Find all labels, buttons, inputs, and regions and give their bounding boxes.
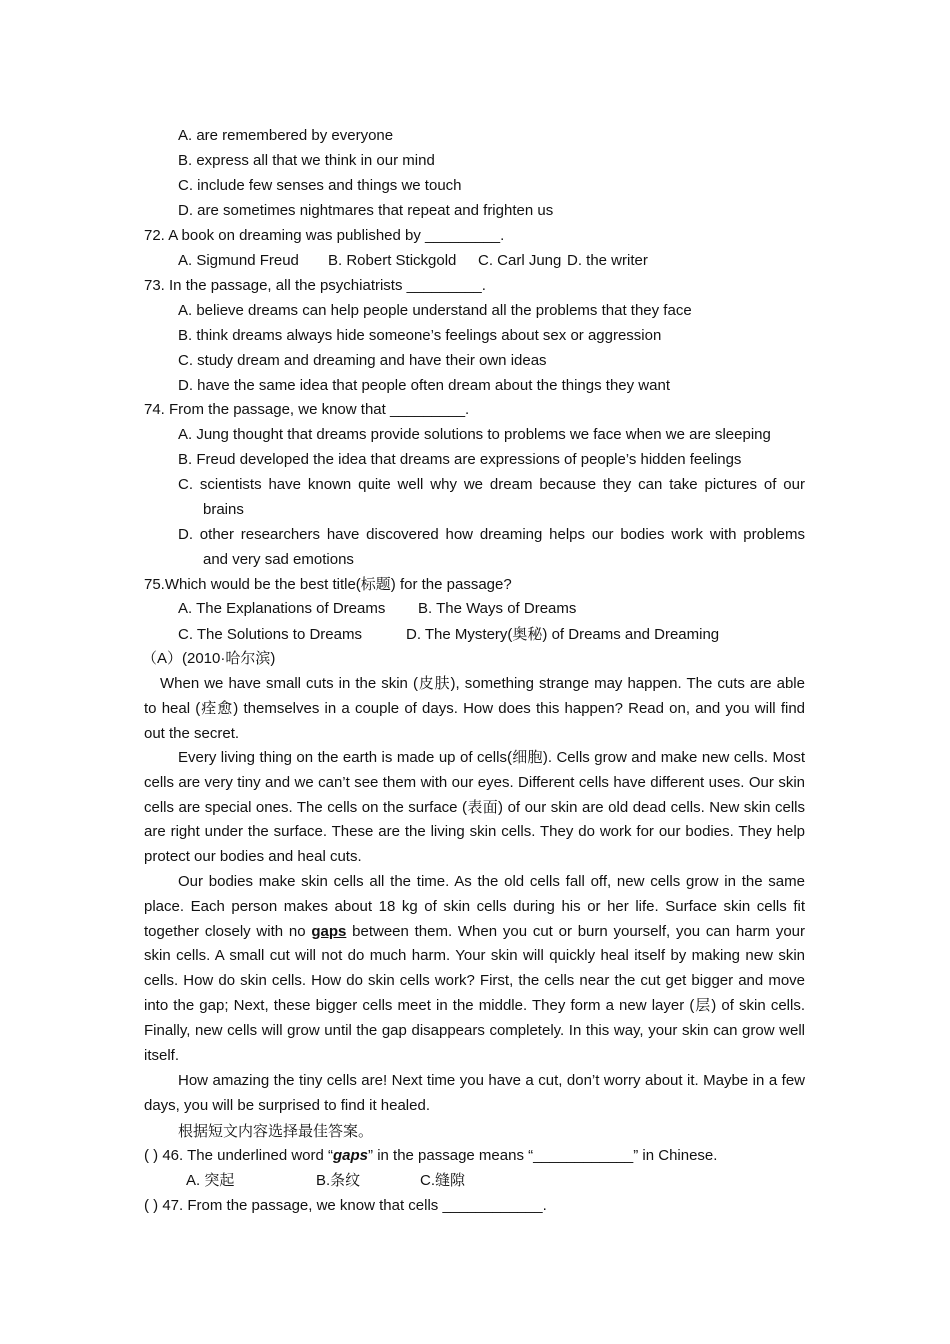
q72-option-b: B. Robert Stickgold xyxy=(328,252,457,269)
q74-option-c-cont: brains xyxy=(203,501,244,518)
passage-p3-before: Our bodies make skin cells all the time. As the old cells fall off, new cells grow in the same place. Each person makes about 18 kg of skin cells during his or her life. Surface skin cells fit together closely with no xyxy=(144,873,805,940)
q74-option-a: A. Jung thought that dreams provide solutions to problems we face when we are sleeping xyxy=(178,426,771,443)
passage-paragraph-1: When we have small cuts in the skin (皮肤), something strange may happen. The cuts are able to heal (痊愈) themselves in a couple of days. How does this happen? Read on, and you will find out the secret. xyxy=(144,675,805,742)
q74-option-c: C. scientists have known quite well why we dream because they can take pictures of our xyxy=(178,476,805,493)
instruction: 根据短文内容选择最佳答案。 xyxy=(178,1123,374,1140)
q73-option-d: D. have the same idea that people often dream about the things they want xyxy=(178,377,670,394)
q74-option-d-cont: and very sad emotions xyxy=(203,551,354,568)
q72-option-a: A. Sigmund Freud xyxy=(178,252,299,269)
q72-option-d: D. the writer xyxy=(567,252,648,269)
q72-stem: 72. A book on dreaming was published by _________. xyxy=(144,227,505,244)
passage-paragraph-3 xyxy=(144,870,805,1068)
q46-word: gaps xyxy=(333,1147,369,1164)
q71-option-c: C. include few senses and things we touch xyxy=(178,177,462,194)
q71-option-b: B. express all that we think in our mind xyxy=(178,152,435,169)
passage-p3-after: between them. When you cut or burn yourself, you can harm your skin cells. A small cut will not do much harm. Your skin will quickly heal itself by making new skin cells. How do skin cells. How do skin cells work? First, the cells near the cut get bigger and move into the gap; Next, these bigger cells meet in the middle. They form a new layer (层) of skin cells. Finally, new cells will grow until the gap disappears completely. In this way, your skin can grow well itself. xyxy=(144,922,806,1064)
q75-stem: 75.Which would be the best title(标题) for the passage? xyxy=(144,576,512,593)
q73-stem: 73. In the passage, all the psychiatrists _________. xyxy=(144,277,486,294)
q46-option-c: C.缝隙 xyxy=(420,1172,466,1189)
q73-option-b: B. think dreams always hide someone’s feelings about sex or aggression xyxy=(178,327,662,344)
q47-answer-blank: ( ) xyxy=(144,1197,159,1214)
q46-line xyxy=(144,1146,717,1166)
q75-option-c: C. The Solutions to Dreams xyxy=(178,626,362,643)
q47-line xyxy=(144,1196,547,1216)
q46-answer-blank: ( ) xyxy=(144,1147,159,1164)
passage-paragraph-2: Every living thing on the earth is made up of cells(细胞). Cells grow and make new cells. Most cells are very tiny and we can’t see them with our eyes. Different cells have different uses. Our skin cells are special ones. The cells on the surface (表面) of our skin are old dead cells. New skin cells are right under the surface. These are the living skin cells. They do work for our bodies. They help protect our bodies and heal cuts. xyxy=(144,749,805,866)
q46-option-b: B.条纹 xyxy=(316,1172,361,1189)
q46-stem-after: ” in the passage means “____________” in Chinese. xyxy=(368,1147,718,1164)
passage-paragraph-4: How amazing the tiny cells are! Next time you have a cut, don’t worry about it. Maybe in a few days, you will be surprised to find it healed. xyxy=(144,1072,805,1114)
q75-option-a: A. The Explanations of Dreams xyxy=(178,600,386,617)
q73-option-c: C. study dream and dreaming and have their own ideas xyxy=(178,352,547,369)
q72-option-c: C. Carl Jung xyxy=(478,252,562,269)
q75-option-b: B. The Ways of Dreams xyxy=(418,600,577,617)
q73-option-a: A. believe dreams can help people understand all the problems that they face xyxy=(178,302,692,319)
q75-option-d: D. The Mystery(奥秘) of Dreams and Dreaming xyxy=(406,626,720,643)
q74-option-d: D. other researchers have discovered how dreaming helps our bodies work with problems xyxy=(178,526,805,543)
q71-option-a: A. are remembered by everyone xyxy=(178,127,394,144)
q71-option-d: D. are sometimes nightmares that repeat and frighten us xyxy=(178,202,554,219)
q47-stem: 47. From the passage, we know that cells ____________. xyxy=(158,1197,547,1214)
q46-option-a: A. 突起 xyxy=(186,1172,235,1189)
q74-stem: 74. From the passage, we know that _________. xyxy=(144,401,470,418)
q46-stem-before: 46. The underlined word “ xyxy=(158,1147,334,1164)
section-heading: （A）(2010·哈尔滨) xyxy=(142,650,276,667)
underlined-word-gaps: gaps xyxy=(311,922,347,940)
q74-option-b: B. Freud developed the idea that dreams are expressions of people’s hidden feelings xyxy=(178,451,742,468)
